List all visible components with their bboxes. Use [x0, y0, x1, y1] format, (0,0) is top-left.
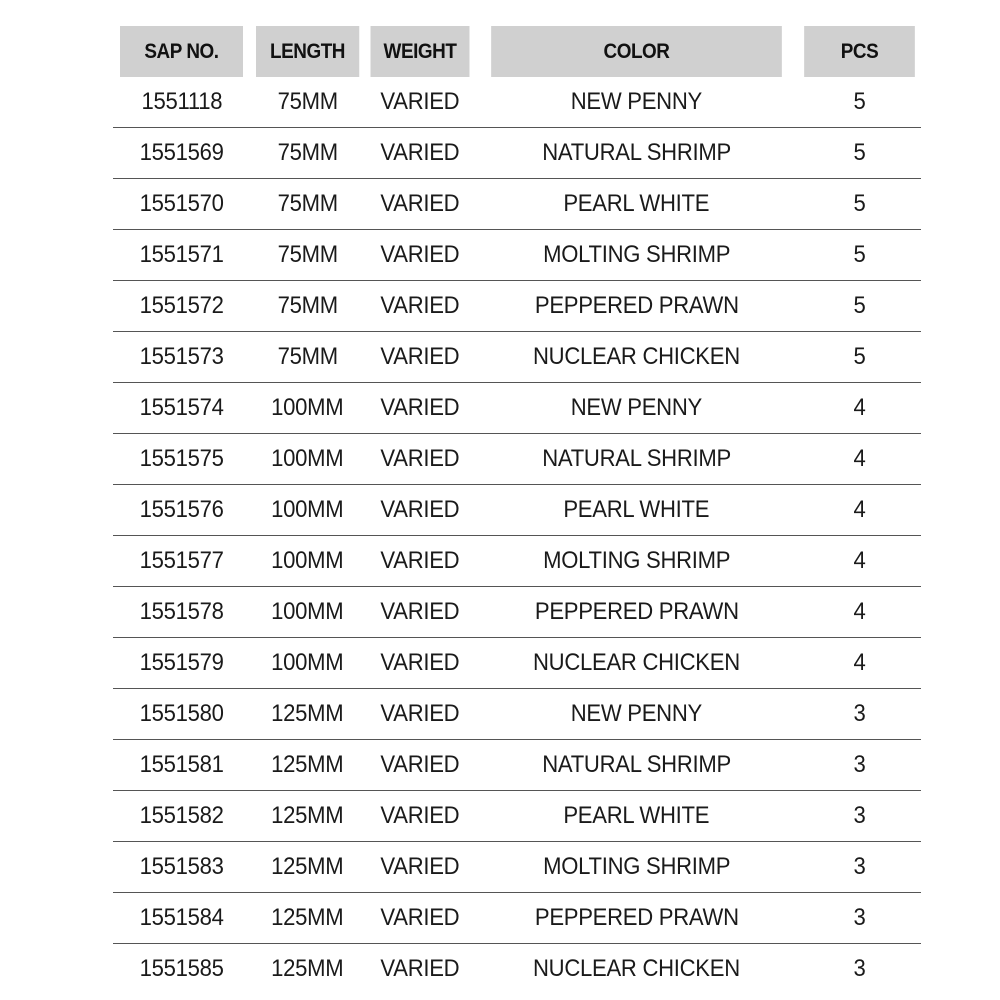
- sap-no-cell: [113, 689, 250, 740]
- length-value: 75MM: [277, 241, 338, 268]
- sap-no-value: 1551570: [139, 190, 224, 217]
- weight-cell: [365, 434, 475, 485]
- pcs-cell: [798, 383, 921, 434]
- length-cell: [250, 332, 365, 383]
- pcs-cell: [798, 791, 921, 842]
- pcs-cell: [798, 179, 921, 230]
- sap-no-cell: [113, 893, 250, 944]
- color-value: NATURAL SHRIMP: [542, 751, 731, 778]
- color-value: MOLTING SHRIMP: [542, 853, 731, 880]
- length-cell: [250, 230, 365, 281]
- weight-value: VARIED: [380, 343, 460, 370]
- color-cell: [475, 383, 798, 434]
- color-value: NUCLEAR CHICKEN: [533, 955, 740, 982]
- table-row: [113, 842, 921, 893]
- sap-no-value: 1551579: [139, 649, 224, 676]
- pcs-value: 4: [853, 547, 866, 574]
- sap-no-cell: [113, 740, 250, 791]
- pcs-cell: [798, 230, 921, 281]
- weight-value: VARIED: [380, 445, 460, 472]
- color-cell: [475, 893, 798, 944]
- sap-no-value: 1551584: [139, 904, 224, 931]
- weight-value: VARIED: [380, 88, 460, 115]
- weight-cell: [365, 485, 475, 536]
- pcs-cell: [798, 944, 921, 995]
- sap-no-value: 1551585: [139, 955, 224, 982]
- weight-cell: [365, 842, 475, 893]
- sap-no-value: 1551574: [139, 394, 224, 421]
- pcs-cell: [798, 842, 921, 893]
- sap-no-cell: [113, 638, 250, 689]
- length-cell: [250, 638, 365, 689]
- table-row: [113, 536, 921, 587]
- weight-cell: [365, 740, 475, 791]
- color-value: PEARL WHITE: [563, 802, 710, 829]
- color-cell: [475, 638, 798, 689]
- sap-no-cell: [113, 332, 250, 383]
- pcs-value: 5: [853, 343, 866, 370]
- weight-cell: [365, 77, 475, 128]
- table-row: [113, 179, 921, 230]
- length-cell: [250, 842, 365, 893]
- weight-cell: [365, 689, 475, 740]
- header-pcs: PCS: [804, 26, 915, 77]
- color-value: PEPPERED PRAWN: [534, 292, 739, 319]
- weight-cell: [365, 791, 475, 842]
- pcs-cell: [798, 77, 921, 128]
- sap-no-cell: [113, 536, 250, 587]
- length-value: 75MM: [277, 190, 338, 217]
- pcs-value: 5: [853, 88, 866, 115]
- color-cell: [475, 689, 798, 740]
- table-row: [113, 638, 921, 689]
- table-row: [113, 434, 921, 485]
- sap-no-cell: [113, 383, 250, 434]
- weight-cell: [365, 638, 475, 689]
- sap-no-cell: [113, 281, 250, 332]
- pcs-value: 5: [853, 241, 866, 268]
- color-cell: [475, 77, 798, 128]
- weight-cell: [365, 893, 475, 944]
- sap-no-value: 1551583: [139, 853, 224, 880]
- pcs-value: 3: [853, 853, 866, 880]
- sap-no-value: 1551118: [141, 88, 222, 115]
- length-cell: [250, 485, 365, 536]
- weight-value: VARIED: [380, 853, 460, 880]
- sap-no-value: 1551575: [139, 445, 224, 472]
- color-value: NATURAL SHRIMP: [542, 139, 731, 166]
- color-value: NEW PENNY: [570, 394, 703, 421]
- length-cell: [250, 77, 365, 128]
- pcs-cell: [798, 485, 921, 536]
- sap-no-cell: [113, 434, 250, 485]
- pcs-cell: [798, 740, 921, 791]
- length-value: 100MM: [271, 445, 344, 472]
- sap-no-cell: [113, 179, 250, 230]
- weight-cell: [365, 332, 475, 383]
- length-cell: [250, 383, 365, 434]
- color-cell: [475, 740, 798, 791]
- pcs-value: 4: [853, 598, 866, 625]
- color-value: PEPPERED PRAWN: [534, 904, 739, 931]
- table-row: [113, 281, 921, 332]
- color-cell: [475, 230, 798, 281]
- weight-value: VARIED: [380, 751, 460, 778]
- length-value: 75MM: [277, 139, 338, 166]
- length-cell: [250, 740, 365, 791]
- color-value: MOLTING SHRIMP: [542, 547, 731, 574]
- pcs-value: 5: [853, 139, 866, 166]
- table-row: [113, 332, 921, 383]
- weight-value: VARIED: [380, 598, 460, 625]
- pcs-value: 3: [853, 700, 866, 727]
- color-value: PEARL WHITE: [563, 496, 710, 523]
- color-value: NEW PENNY: [570, 700, 703, 727]
- table-row: [113, 689, 921, 740]
- length-cell: [250, 281, 365, 332]
- pcs-cell: [798, 332, 921, 383]
- weight-cell: [365, 944, 475, 995]
- weight-value: VARIED: [380, 904, 460, 931]
- color-value: NEW PENNY: [570, 88, 703, 115]
- sap-no-cell: [113, 485, 250, 536]
- weight-cell: [365, 179, 475, 230]
- length-value: 100MM: [271, 598, 344, 625]
- weight-cell: [365, 128, 475, 179]
- length-value: 125MM: [271, 955, 344, 982]
- pcs-cell: [798, 281, 921, 332]
- header-weight: WEIGHT: [371, 26, 470, 77]
- sap-no-value: 1551571: [139, 241, 224, 268]
- weight-value: VARIED: [380, 802, 460, 829]
- header-length: LENGTH: [256, 26, 360, 77]
- color-value: PEARL WHITE: [563, 190, 710, 217]
- table-row: [113, 128, 921, 179]
- weight-value: VARIED: [380, 955, 460, 982]
- header-sap-no: SAP NO.: [120, 26, 243, 77]
- pcs-cell: [798, 128, 921, 179]
- sap-no-value: 1551572: [139, 292, 224, 319]
- color-cell: [475, 281, 798, 332]
- weight-cell: [365, 587, 475, 638]
- color-cell: [475, 944, 798, 995]
- sap-no-cell: [113, 791, 250, 842]
- sap-no-value: 1551578: [139, 598, 224, 625]
- length-value: 75MM: [277, 292, 338, 319]
- sap-no-value: 1551576: [139, 496, 224, 523]
- pcs-value: 4: [853, 394, 866, 421]
- length-value: 125MM: [271, 853, 344, 880]
- table-row: [113, 893, 921, 944]
- table-row: [113, 791, 921, 842]
- sap-no-value: 1551577: [139, 547, 224, 574]
- pcs-value: 5: [853, 190, 866, 217]
- sap-no-cell: [113, 587, 250, 638]
- color-value: MOLTING SHRIMP: [542, 241, 731, 268]
- weight-cell: [365, 383, 475, 434]
- pcs-value: 3: [853, 904, 866, 931]
- pcs-value: 3: [853, 751, 866, 778]
- sap-no-value: 1551569: [139, 139, 224, 166]
- weight-value: VARIED: [380, 241, 460, 268]
- pcs-cell: [798, 893, 921, 944]
- weight-value: VARIED: [380, 139, 460, 166]
- pcs-value: 4: [853, 496, 866, 523]
- header-row: [113, 26, 921, 77]
- weight-value: VARIED: [380, 394, 460, 421]
- sap-no-value: 1551573: [139, 343, 224, 370]
- pcs-cell: [798, 434, 921, 485]
- length-cell: [250, 689, 365, 740]
- table-row: [113, 383, 921, 434]
- pcs-cell: [798, 689, 921, 740]
- color-cell: [475, 434, 798, 485]
- length-value: 100MM: [271, 649, 344, 676]
- color-value: PEPPERED PRAWN: [534, 598, 739, 625]
- sap-no-value: 1551582: [139, 802, 224, 829]
- sap-no-cell: [113, 842, 250, 893]
- sap-no-value: 1551581: [139, 751, 224, 778]
- weight-value: VARIED: [380, 496, 460, 523]
- table-row: [113, 587, 921, 638]
- length-value: 100MM: [271, 496, 344, 523]
- length-cell: [250, 536, 365, 587]
- length-value: 75MM: [277, 343, 338, 370]
- sap-no-cell: [113, 944, 250, 995]
- weight-value: VARIED: [380, 547, 460, 574]
- length-cell: [250, 179, 365, 230]
- color-cell: [475, 536, 798, 587]
- product-spec-table: [113, 26, 921, 994]
- color-cell: [475, 179, 798, 230]
- pcs-value: 4: [853, 649, 866, 676]
- pcs-value: 4: [853, 445, 866, 472]
- length-cell: [250, 944, 365, 995]
- pcs-value: 3: [853, 802, 866, 829]
- length-cell: [250, 434, 365, 485]
- table-row: [113, 485, 921, 536]
- pcs-cell: [798, 587, 921, 638]
- color-cell: [475, 128, 798, 179]
- color-value: NUCLEAR CHICKEN: [533, 649, 740, 676]
- color-cell: [475, 332, 798, 383]
- length-value: 75MM: [277, 88, 338, 115]
- color-value: NATURAL SHRIMP: [542, 445, 731, 472]
- length-value: 125MM: [271, 700, 344, 727]
- table-row: [113, 740, 921, 791]
- weight-value: VARIED: [380, 190, 460, 217]
- color-value: NUCLEAR CHICKEN: [533, 343, 740, 370]
- sap-no-cell: [113, 230, 250, 281]
- weight-value: VARIED: [380, 700, 460, 727]
- table-row: [113, 77, 921, 128]
- length-value: 125MM: [271, 802, 344, 829]
- weight-cell: [365, 230, 475, 281]
- pcs-cell: [798, 536, 921, 587]
- weight-value: VARIED: [380, 292, 460, 319]
- length-cell: [250, 893, 365, 944]
- color-cell: [475, 842, 798, 893]
- color-cell: [475, 485, 798, 536]
- length-value: 125MM: [271, 904, 344, 931]
- length-cell: [250, 791, 365, 842]
- sap-no-value: 1551580: [139, 700, 224, 727]
- length-cell: [250, 128, 365, 179]
- table-header: [113, 26, 921, 77]
- pcs-value: 5: [853, 292, 866, 319]
- table-row: [113, 230, 921, 281]
- length-value: 125MM: [271, 751, 344, 778]
- weight-value: VARIED: [380, 649, 460, 676]
- header-color: COLOR: [491, 26, 782, 77]
- sap-no-cell: [113, 77, 250, 128]
- color-cell: [475, 791, 798, 842]
- length-cell: [250, 587, 365, 638]
- pcs-cell: [798, 638, 921, 689]
- length-value: 100MM: [271, 547, 344, 574]
- weight-cell: [365, 281, 475, 332]
- length-value: 100MM: [271, 394, 344, 421]
- table-body: [113, 77, 921, 994]
- pcs-value: 3: [853, 955, 866, 982]
- weight-cell: [365, 536, 475, 587]
- table-row: [113, 944, 921, 995]
- sap-no-cell: [113, 128, 250, 179]
- color-cell: [475, 587, 798, 638]
